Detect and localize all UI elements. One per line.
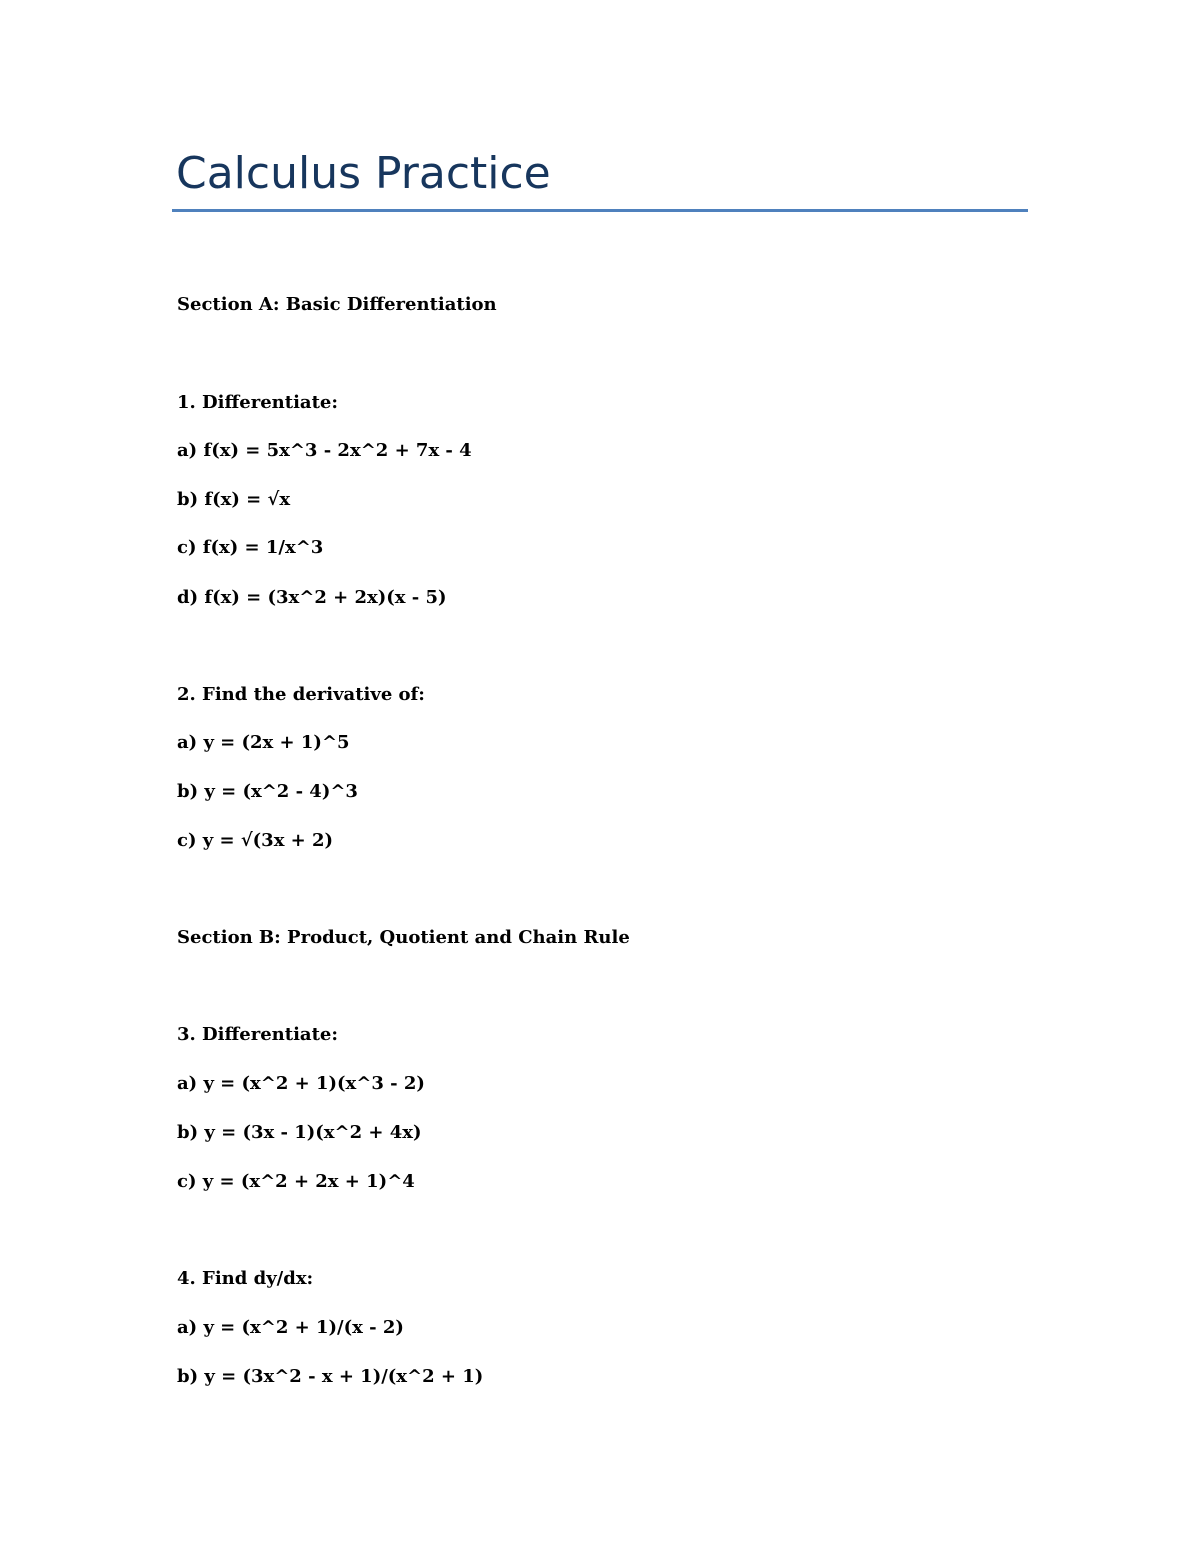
question-2-item-b: b) y = (x^2 - 4)^3 <box>177 781 358 802</box>
question-4-item-b: b) y = (3x^2 - x + 1)/(x^2 + 1) <box>177 1366 484 1387</box>
question-1-item-a: a) f(x) = 5x^3 - 2x^2 + 7x - 4 <box>177 440 472 461</box>
question-2-prompt: 2. Find the derivative of: <box>177 684 425 705</box>
question-3-item-b: b) y = (3x - 1)(x^2 + 4x) <box>177 1122 422 1143</box>
title-underline <box>172 209 1028 212</box>
question-2-item-c: c) y = √(3x + 2) <box>177 830 334 851</box>
question-1-item-b: b) f(x) = √x <box>177 489 291 510</box>
section-a-heading: Section A: Basic Differentiation <box>177 294 497 315</box>
question-4-item-a: a) y = (x^2 + 1)/(x - 2) <box>177 1317 404 1338</box>
question-3-prompt: 3. Differentiate: <box>177 1024 338 1045</box>
question-1-item-c: c) f(x) = 1/x^3 <box>177 537 324 558</box>
question-1-item-d: d) f(x) = (3x^2 + 2x)(x - 5) <box>177 587 447 608</box>
question-4-prompt: 4. Find dy/dx: <box>177 1268 314 1289</box>
question-3-item-a: a) y = (x^2 + 1)(x^3 - 2) <box>177 1073 425 1094</box>
question-2-item-a: a) y = (2x + 1)^5 <box>177 732 350 753</box>
question-1-prompt: 1. Differentiate: <box>177 392 338 413</box>
section-b-heading: Section B: Product, Quotient and Chain Rule <box>177 927 630 948</box>
document-title: Calculus Practice <box>176 148 551 199</box>
question-3-item-c: c) y = (x^2 + 2x + 1)^4 <box>177 1171 415 1192</box>
